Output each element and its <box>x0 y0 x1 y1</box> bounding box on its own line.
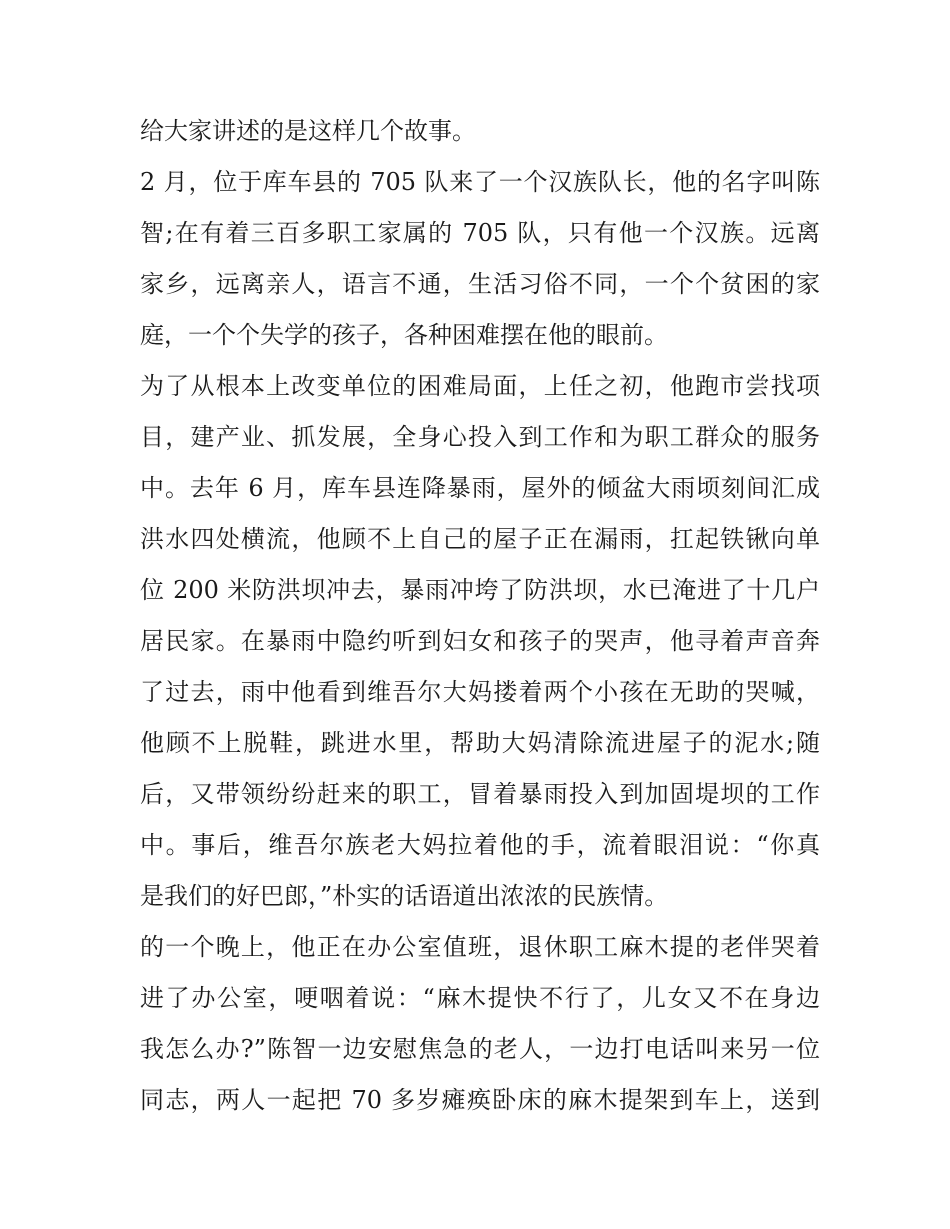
text-line: 的一个晚上，他正在办公室值班，退休职工麻木提的老伴哭着 <box>140 933 820 961</box>
text-line: 洪水四处横流，他顾不上自己的屋子正在漏雨，扛起铁锹向单 <box>140 525 820 553</box>
text-line: 他顾不上脱鞋，跳进水里，帮助大妈清除流进屋子的泥水;随 <box>140 729 820 757</box>
text-line: 后，又带领纷纷赶来的职工，冒着暴雨投入到加固堤坝的工作 <box>140 780 820 808</box>
text-line: 目，建产业、抓发展，全身心投入到工作和为职工群众的服务 <box>140 423 820 451</box>
text-line: 同志，两人一起把 70 多岁瘫痪卧床的麻木提架到车上，送到 <box>140 1086 820 1114</box>
text-line: 进了办公室，哽咽着说：“麻木提快不行了，儿女又不在身边 <box>140 984 820 1012</box>
text-line: 居民家。在暴雨中隐约听到妇女和孩子的哭声，他寻着声音奔 <box>140 627 820 655</box>
text-line: 家乡，远离亲人，语言不通，生活习俗不同，一个个贫困的家 <box>140 270 820 298</box>
text-line: 我怎么办?”陈智一边安慰焦急的老人，一边打电话叫来另一位 <box>140 1035 820 1063</box>
text-line: 中。去年 6 月，库车县连降暴雨，屋外的倾盆大雨顷刻间汇成 <box>140 474 820 502</box>
text-line: 给大家讲述的是这样几个故事。 <box>140 117 476 145</box>
text-line: 中。事后，维吾尔族老大妈拉着他的手，流着眼泪说：“你真 <box>140 831 820 859</box>
text-line: 了过去，雨中他看到维吾尔大妈搂着两个小孩在无助的哭喊， <box>140 678 820 706</box>
text-line: 为了从根本上改变单位的困难局面，上任之初，他跑市尝找项 <box>140 372 820 400</box>
text-line: 是我们的好巴郎，”朴实的话语道出浓浓的民族情。 <box>140 882 669 910</box>
document-body <box>140 106 820 1126</box>
text-line: 庭，一个个失学的孩子，各种困难摆在他的眼前。 <box>140 321 668 349</box>
text-line: 2 月，位于库车县的 705 队来了一个汉族队长，他的名字叫陈 <box>140 168 820 196</box>
text-line: 智;在有着三百多职工家属的 705 队，只有他一个汉族。远离 <box>140 219 820 247</box>
text-line: 位 200 米防洪坝冲去，暴雨冲垮了防洪坝，水已淹进了十几户 <box>140 576 820 604</box>
